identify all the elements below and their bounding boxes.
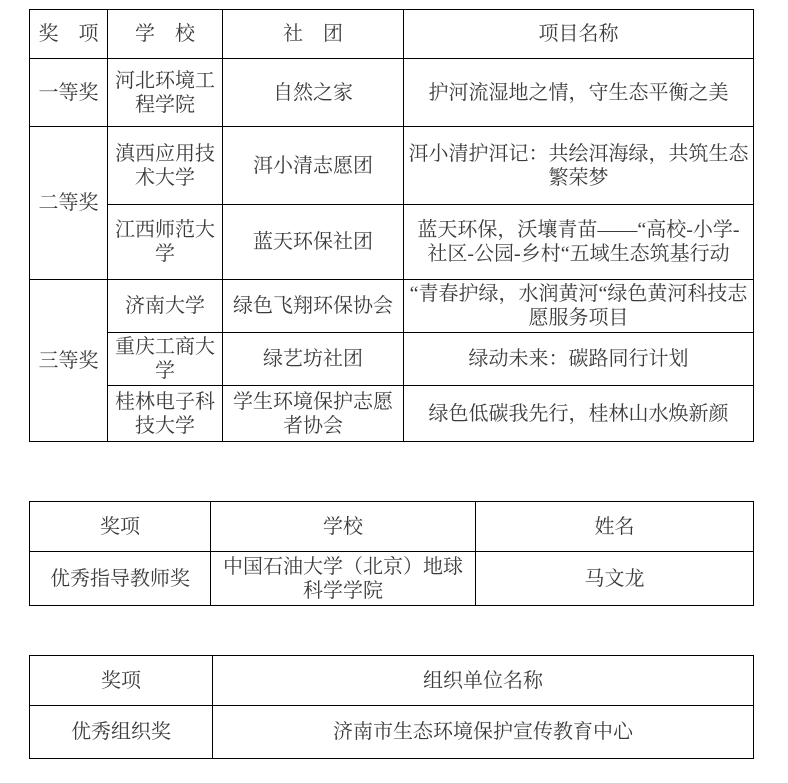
award-cell: 三等奖 xyxy=(30,280,108,442)
table-row xyxy=(30,205,754,280)
club-cell: 学生环境保护志愿者协会 xyxy=(223,386,404,442)
name-cell: 马文龙 xyxy=(476,552,754,606)
club-cell: 自然之家 xyxy=(223,59,404,127)
project-cell: 蓝天环保，沃壤青苗——“高校-小学-社区-公园-乡村“五域生态筑基行动 xyxy=(404,205,754,280)
club-awards-table xyxy=(29,9,754,442)
club-cell: 绿艺坊社团 xyxy=(223,333,404,386)
project-cell: 护河流湿地之情，守生态平衡之美 xyxy=(404,59,754,127)
school-cell: 济南大学 xyxy=(108,280,223,333)
header-award: 奖项 xyxy=(30,502,211,552)
project-cell: 绿色低碳我先行，桂林山水焕新颜 xyxy=(404,386,754,442)
header-club: 社 团 xyxy=(223,10,404,59)
header-school: 学 校 xyxy=(108,10,223,59)
table-row xyxy=(30,59,754,127)
table-row xyxy=(30,552,754,606)
school-cell: 桂林电子科技大学 xyxy=(108,386,223,442)
header-award: 奖 项 xyxy=(30,10,108,59)
project-cell: 绿动未来：碳路同行计划 xyxy=(404,333,754,386)
org-cell: 济南市生态环境保护宣传教育中心 xyxy=(213,706,754,759)
table-row xyxy=(30,333,754,386)
award-cell: 优秀组织奖 xyxy=(30,706,213,759)
table-header-row xyxy=(30,10,754,59)
school-cell: 滇西应用技术大学 xyxy=(108,127,223,205)
club-cell: 绿色飞翔环保协会 xyxy=(223,280,404,333)
award-cell: 二等奖 xyxy=(30,127,108,280)
project-cell: 洱小清护洱记：共绘洱海绿，共筑生态繁荣梦 xyxy=(404,127,754,205)
header-award: 奖项 xyxy=(30,656,213,706)
header-org: 组织单位名称 xyxy=(213,656,754,706)
teacher-award-table xyxy=(29,501,754,606)
header-school: 学校 xyxy=(211,502,476,552)
club-cell: 蓝天环保社团 xyxy=(223,205,404,280)
organization-award-table xyxy=(29,655,754,759)
club-cell: 洱小清志愿团 xyxy=(223,127,404,205)
award-cell: 一等奖 xyxy=(30,59,108,127)
table-row xyxy=(30,706,754,759)
project-cell: “青春护绿，水润黄河“绿色黄河科技志愿服务项目 xyxy=(404,280,754,333)
table-row xyxy=(30,386,754,442)
school-cell: 江西师范大学 xyxy=(108,205,223,280)
school-cell: 重庆工商大学 xyxy=(108,333,223,386)
table-row xyxy=(30,127,754,205)
header-project: 项目名称 xyxy=(404,10,754,59)
table-header-row xyxy=(30,502,754,552)
header-name: 姓名 xyxy=(476,502,754,552)
school-cell: 河北环境工程学院 xyxy=(108,59,223,127)
table-header-row xyxy=(30,656,754,706)
award-cell: 优秀指导教师奖 xyxy=(30,552,211,606)
school-cell: 中国石油大学（北京）地球科学学院 xyxy=(211,552,476,606)
table-row xyxy=(30,280,754,333)
